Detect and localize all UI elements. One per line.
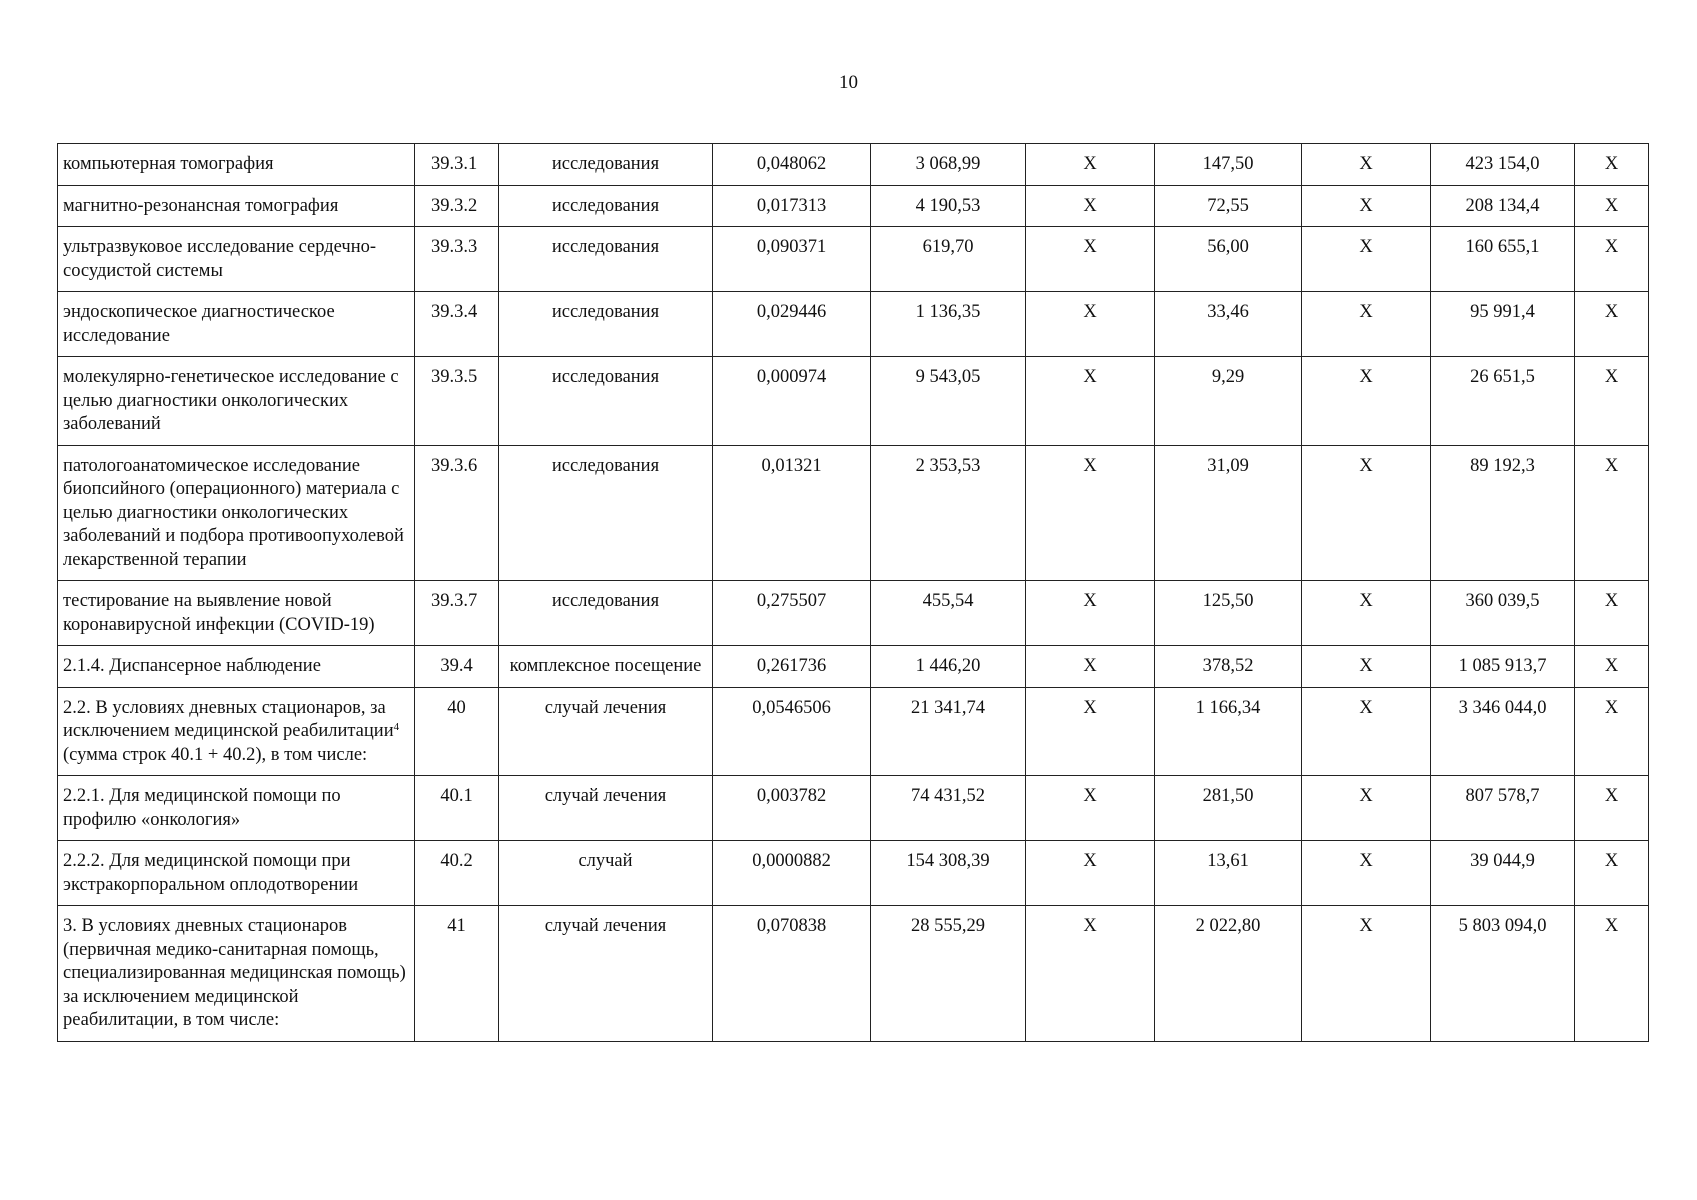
row-col8: Х <box>1302 292 1431 357</box>
footnote-mark: 4 <box>393 721 400 733</box>
row-name: патологоанатомическое исследование биопсийного (операционного) материала с целью диагностики онкологических заболеваний и подбора противоопухолевой лекарственной терапии <box>58 445 415 581</box>
row-col7: 72,55 <box>1155 185 1302 227</box>
row-cost: 3 068,99 <box>871 144 1026 186</box>
row-col9: 423 154,0 <box>1431 144 1575 186</box>
table-row <box>58 144 1649 186</box>
data-table <box>57 143 1649 1042</box>
row-col8: Х <box>1302 581 1431 646</box>
row-code: 39.3.6 <box>415 445 499 581</box>
row-code: 39.3.7 <box>415 581 499 646</box>
row-col7: 281,50 <box>1155 776 1302 841</box>
row-unit: исследования <box>499 445 713 581</box>
row-col6: Х <box>1026 227 1155 292</box>
row-col10: Х <box>1575 227 1649 292</box>
row-name: 3. В условиях дневных стационаров (первичная медико-санитарная помощь, специализированная медицинская помощь) за исключением медицинской реабилитации, в том числе: <box>58 906 415 1042</box>
row-col10: Х <box>1575 357 1649 446</box>
table-row <box>58 445 1649 581</box>
row-name: 2.1.4. Диспансерное наблюдение <box>58 646 415 688</box>
row-cost: 455,54 <box>871 581 1026 646</box>
table-row <box>58 185 1649 227</box>
row-col8: Х <box>1302 185 1431 227</box>
row-col7: 125,50 <box>1155 581 1302 646</box>
row-col6: Х <box>1026 776 1155 841</box>
row-unit: исследования <box>499 581 713 646</box>
row-norm: 0,275507 <box>713 581 871 646</box>
row-norm: 0,029446 <box>713 292 871 357</box>
row-cost: 2 353,53 <box>871 445 1026 581</box>
row-name: ультразвуковое исследование сердечно-сосудистой системы <box>58 227 415 292</box>
table-row <box>58 227 1649 292</box>
table-row <box>58 776 1649 841</box>
row-unit: исследования <box>499 185 713 227</box>
row-norm: 0,0546506 <box>713 687 871 776</box>
row-col9: 160 655,1 <box>1431 227 1575 292</box>
row-norm: 0,01321 <box>713 445 871 581</box>
row-norm: 0,070838 <box>713 906 871 1042</box>
row-name: эндоскопическое диагностическое исследование <box>58 292 415 357</box>
row-col6: Х <box>1026 292 1155 357</box>
row-col8: Х <box>1302 906 1431 1042</box>
row-code: 40.2 <box>415 841 499 906</box>
row-code: 41 <box>415 906 499 1042</box>
table-row <box>58 292 1649 357</box>
row-unit: случай лечения <box>499 906 713 1042</box>
row-col8: Х <box>1302 227 1431 292</box>
row-cost: 1 446,20 <box>871 646 1026 688</box>
row-name: тестирование на выявление новой коронавирусной инфекции (COVID-19) <box>58 581 415 646</box>
row-col6: Х <box>1026 357 1155 446</box>
table-row <box>58 357 1649 446</box>
row-name: 2.2.1. Для медицинской помощи по профилю «онкология» <box>58 776 415 841</box>
row-col7: 33,46 <box>1155 292 1302 357</box>
page-number: 10 <box>839 72 858 93</box>
row-norm: 0,003782 <box>713 776 871 841</box>
row-col9: 360 039,5 <box>1431 581 1575 646</box>
row-col8: Х <box>1302 646 1431 688</box>
row-name: 2.2.2. Для медицинской помощи при экстракорпоральном оплодотворении <box>58 841 415 906</box>
row-col9: 39 044,9 <box>1431 841 1575 906</box>
row-cost: 9 543,05 <box>871 357 1026 446</box>
row-unit: исследования <box>499 357 713 446</box>
row-col9: 95 991,4 <box>1431 292 1575 357</box>
row-col8: Х <box>1302 687 1431 776</box>
row-code: 39.3.1 <box>415 144 499 186</box>
row-col8: Х <box>1302 445 1431 581</box>
row-norm: 0,090371 <box>713 227 871 292</box>
row-code: 39.3.3 <box>415 227 499 292</box>
row-cost: 74 431,52 <box>871 776 1026 841</box>
row-norm: 0,048062 <box>713 144 871 186</box>
row-col10: Х <box>1575 185 1649 227</box>
row-col9: 1 085 913,7 <box>1431 646 1575 688</box>
row-col9: 208 134,4 <box>1431 185 1575 227</box>
row-col8: Х <box>1302 841 1431 906</box>
row-col10: Х <box>1575 292 1649 357</box>
row-col7: 9,29 <box>1155 357 1302 446</box>
row-unit: случай лечения <box>499 776 713 841</box>
row-code: 39.3.4 <box>415 292 499 357</box>
row-name: магнитно-резонансная томография <box>58 185 415 227</box>
row-norm: 0,0000882 <box>713 841 871 906</box>
row-col10: Х <box>1575 776 1649 841</box>
row-name: молекулярно-генетическое исследование с целью диагностики онкологических заболеваний <box>58 357 415 446</box>
row-col10: Х <box>1575 646 1649 688</box>
row-col7: 2 022,80 <box>1155 906 1302 1042</box>
row-unit: комплексное посещение <box>499 646 713 688</box>
row-col10: Х <box>1575 841 1649 906</box>
row-col6: Х <box>1026 646 1155 688</box>
row-col6: Х <box>1026 906 1155 1042</box>
row-cost: 21 341,74 <box>871 687 1026 776</box>
row-norm: 0,017313 <box>713 185 871 227</box>
row-col7: 56,00 <box>1155 227 1302 292</box>
row-unit: случай <box>499 841 713 906</box>
row-col7: 31,09 <box>1155 445 1302 581</box>
row-col10: Х <box>1575 581 1649 646</box>
row-col6: Х <box>1026 687 1155 776</box>
row-cost: 1 136,35 <box>871 292 1026 357</box>
table-row <box>58 687 1649 776</box>
row-col6: Х <box>1026 185 1155 227</box>
row-cost: 619,70 <box>871 227 1026 292</box>
row-col7: 1 166,34 <box>1155 687 1302 776</box>
row-col8: Х <box>1302 144 1431 186</box>
row-code: 40 <box>415 687 499 776</box>
row-cost: 154 308,39 <box>871 841 1026 906</box>
row-col7: 378,52 <box>1155 646 1302 688</box>
row-name-text-cont: (сумма строк 40.1 + 40.2), в том числе: <box>63 744 368 765</box>
row-col10: Х <box>1575 445 1649 581</box>
row-col9: 89 192,3 <box>1431 445 1575 581</box>
row-name <box>58 687 415 776</box>
row-col9: 26 651,5 <box>1431 357 1575 446</box>
row-cost: 4 190,53 <box>871 185 1026 227</box>
row-col10: Х <box>1575 906 1649 1042</box>
row-col6: Х <box>1026 144 1155 186</box>
row-code: 39.3.2 <box>415 185 499 227</box>
row-col6: Х <box>1026 581 1155 646</box>
table-row <box>58 581 1649 646</box>
row-col9: 807 578,7 <box>1431 776 1575 841</box>
row-unit: случай лечения <box>499 687 713 776</box>
table-row <box>58 841 1649 906</box>
row-code: 39.3.5 <box>415 357 499 446</box>
row-col9: 3 346 044,0 <box>1431 687 1575 776</box>
table-row <box>58 646 1649 688</box>
row-unit: исследования <box>499 144 713 186</box>
row-cost: 28 555,29 <box>871 906 1026 1042</box>
row-unit: исследования <box>499 227 713 292</box>
row-norm: 0,261736 <box>713 646 871 688</box>
row-col10: Х <box>1575 687 1649 776</box>
row-col9: 5 803 094,0 <box>1431 906 1575 1042</box>
row-col8: Х <box>1302 776 1431 841</box>
row-unit: исследования <box>499 292 713 357</box>
row-col6: Х <box>1026 445 1155 581</box>
row-name-text: 2.2. В условиях дневных стационаров, за исключением медицинской реабилитации <box>63 697 394 741</box>
row-col10: Х <box>1575 144 1649 186</box>
row-col7: 147,50 <box>1155 144 1302 186</box>
row-code: 39.4 <box>415 646 499 688</box>
table-row <box>58 906 1649 1042</box>
row-col6: Х <box>1026 841 1155 906</box>
row-code: 40.1 <box>415 776 499 841</box>
row-col7: 13,61 <box>1155 841 1302 906</box>
row-norm: 0,000974 <box>713 357 871 446</box>
row-name: компьютерная томография <box>58 144 415 186</box>
row-col8: Х <box>1302 357 1431 446</box>
